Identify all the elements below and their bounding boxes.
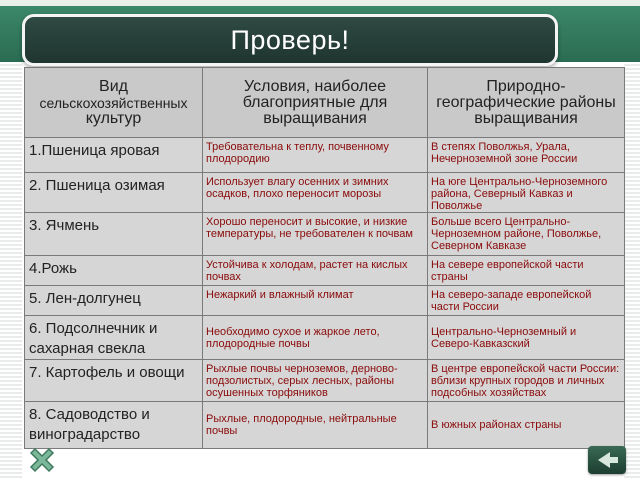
table-row: [25, 256, 625, 286]
header-crop-line3: культур: [85, 109, 142, 127]
top-light-strip: [0, 0, 640, 6]
header-conditions: Условия, наиболее благоприятные для выращивания: [203, 68, 428, 138]
crop-cell: 6. Подсолнечник и сахарная свекла: [25, 316, 203, 360]
table-header-row: [25, 68, 625, 138]
crops-table: [24, 67, 625, 449]
crop-cell: 5. Лен-долгунец: [25, 286, 203, 316]
crop-cell: 4.Рожь: [25, 256, 203, 286]
conditions-cell: Нежаркий и влажный климат: [203, 286, 428, 316]
table-row: [25, 286, 625, 316]
table-row: [25, 360, 625, 402]
crop-cell: 8. Садоводство и виноградарство: [25, 402, 203, 449]
crop-cell: 7. Картофель и овощи: [25, 360, 203, 402]
conditions-cell: Рыхлые почвы черноземов, дерново-подзолистых, серых лесных, районы осушенных торфяников: [203, 360, 428, 402]
header-crop-line2: сельскохозяйственных: [39, 94, 188, 111]
regions-cell: На северо-западе европейской части России: [428, 286, 625, 316]
conditions-cell: Рыхлые, плодородные, нейтральные почвы: [203, 402, 428, 449]
home-button[interactable]: [28, 446, 56, 474]
table-row: [25, 316, 625, 360]
table-row: [25, 213, 625, 256]
regions-cell: На севере европейской части страны: [428, 256, 625, 286]
regions-cell: На юге Центрально-Черноземного района, Северный Кавказ и Поволжье: [428, 173, 625, 213]
back-button[interactable]: [588, 446, 626, 474]
header-crop-line1: Вид: [99, 77, 128, 95]
crop-cell: 3. Ячмень: [25, 213, 203, 256]
table-row: [25, 173, 625, 213]
regions-cell: В степях Поволжья, Урала, Нечерноземной зоне России: [428, 138, 625, 173]
title-banner: [22, 14, 558, 66]
crop-cell: 2. Пшеница озимая: [25, 173, 203, 213]
regions-cell: Центрально-Черноземный и Северо-Кавказский: [428, 316, 625, 360]
crop-cell: 1.Пшеница яровая: [25, 138, 203, 173]
left-striped-margin: [0, 62, 22, 480]
regions-cell: Больше всего Центрально-Черноземном районе, Поволжье, Северном Кавказе: [428, 213, 625, 256]
conditions-cell: Устойчива к холодам, растет на кислых почвах: [203, 256, 428, 286]
conditions-cell: Использует влагу осенних и зимних осадков, плохо переносит морозы: [203, 173, 428, 213]
table-row: [25, 138, 625, 173]
regions-cell: В центре европейской части России: вблизи крупных городов и личных подсобных хозяйствах: [428, 360, 625, 402]
table-row: [25, 402, 625, 449]
conditions-cell: Требовательна к теплу, почвенному плодородию: [203, 138, 428, 173]
conditions-cell: Необходимо сухое и жаркое лето, плодородные почвы: [203, 316, 428, 360]
header-regions: Природно-географические районы выращивания: [428, 68, 625, 138]
close-x-icon: [28, 446, 56, 474]
conditions-cell: Хорошо переносит и высокие, и низкие температуры, не требователен к почвам: [203, 213, 428, 256]
back-arrow-icon: [588, 446, 626, 474]
right-striped-margin: [624, 62, 640, 480]
header-crop-type: [25, 68, 203, 138]
slide-title: Проверь!: [230, 24, 350, 55]
regions-cell: В южных районах страны: [428, 402, 625, 449]
